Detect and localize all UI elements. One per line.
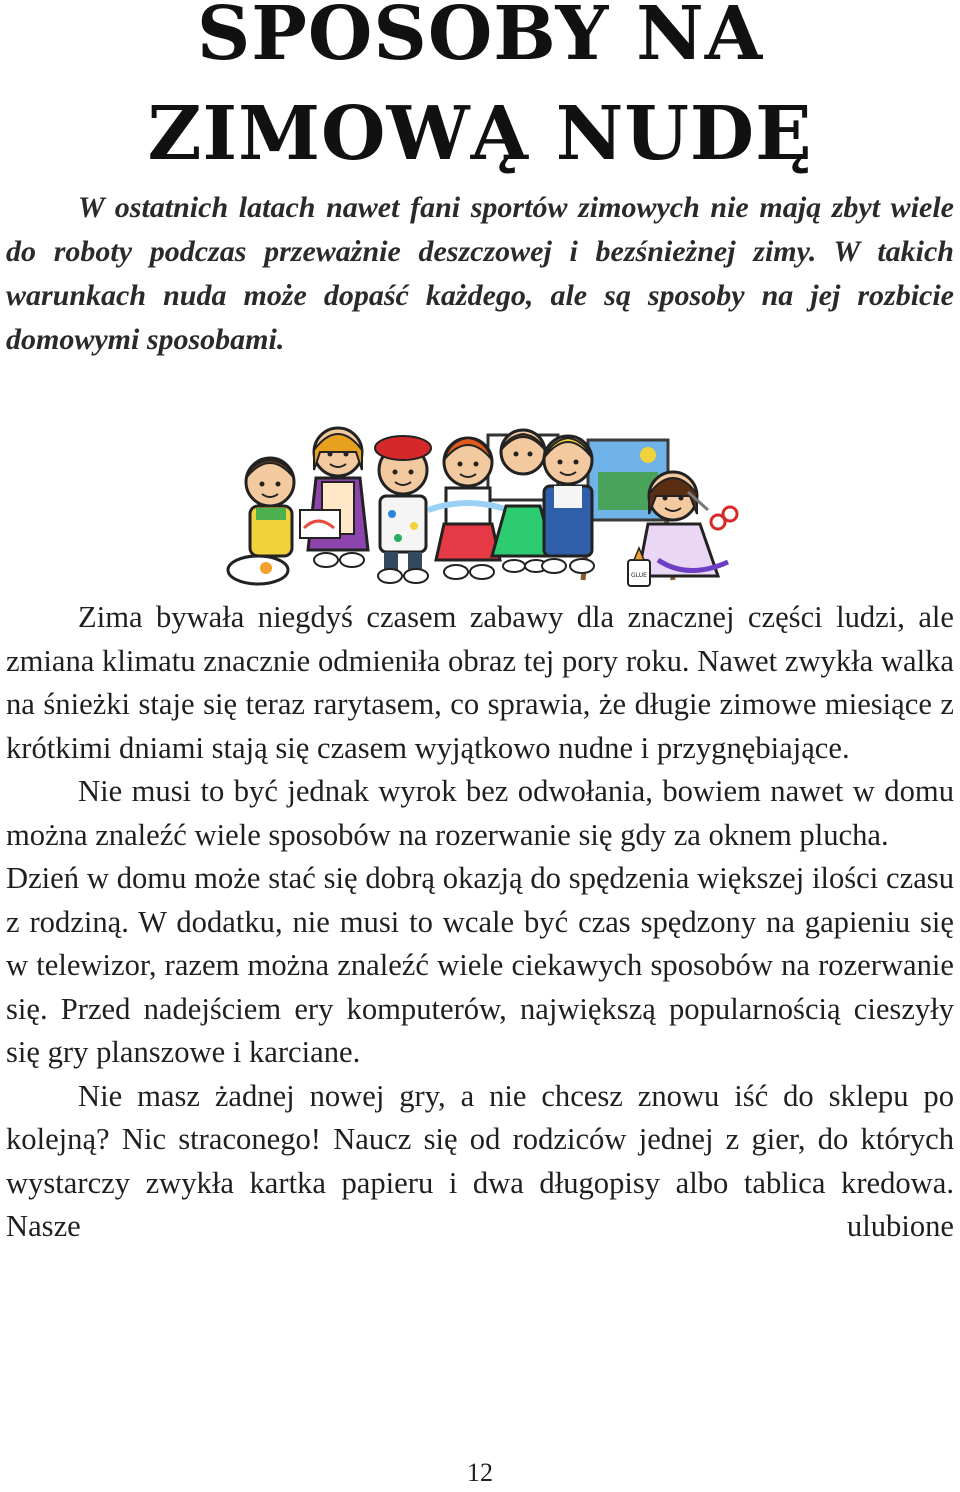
child-yellow-overalls xyxy=(228,458,294,584)
page-title-line-1: SPOSOBY NA xyxy=(196,0,764,77)
body-text xyxy=(6,596,954,1249)
children-crafts-illustration xyxy=(218,410,744,590)
paragraph-3: Dzień w domu może stać się dobrą okazją do spędzenia większej ilości czasu z rodziną. W dodatku, nie musi to wcale być czas spędzony na gapieniu się w telewizor, razem można znaleźć wiele ciekawych sposobów na rozerwanie się. Przed nadejściem ery komputerów, największą popularnością cieszyły się gry planszowe i karciane. xyxy=(6,861,954,1069)
child-blonde-overalls xyxy=(542,436,594,573)
paragraph-4: Nie masz żadnej nowej gry, a nie chcesz znowu iść do sklepu po kolejną? Nic straconego! Naucz się od rodziców jednej z gier, do których wystarczy zwykła kartka papieru i dwa długopisy albo tablica kredowa. Nasze ulubione xyxy=(6,1078,954,1243)
page-title-line-2: ZIMOWĄ NUDĘ xyxy=(147,91,813,177)
child-red-beret xyxy=(375,436,431,583)
child-purple-dress xyxy=(300,428,368,567)
intro-paragraph: W ostatnich latach nawet fani sportów zimowych nie mają zbyt wiele do roboty podczas przeważnie deszczowej i bezśnieżnej zimy. W takich warunkach nuda może dopaść każdego, ale są sposoby na jej rozbicie domowymi sposobami. xyxy=(6,191,954,356)
paragraph-2: Nie musi to być jednak wyrok bez odwołania, bowiem nawet w domu można znaleźć wiele sposobów na rozerwanie się gdy za oknem plucha. xyxy=(6,774,954,852)
glue-label: GLUE xyxy=(631,572,647,579)
child-scissors xyxy=(638,472,737,576)
page-number: 12 xyxy=(467,1458,493,1487)
paragraph-1: Zima bywała niegdyś czasem zabawy dla znacznej części ludzi, ale zmiana klimatu znacznie odmieniła obraz tej pory roku. Nawet zwykła walka na śnieżki staje się teraz rarytasem, co sprawia, że długie zimowe miesiące z krótkimi dniami stają się czasem wyjątkowo nudne i przygnębiające. xyxy=(6,600,954,765)
